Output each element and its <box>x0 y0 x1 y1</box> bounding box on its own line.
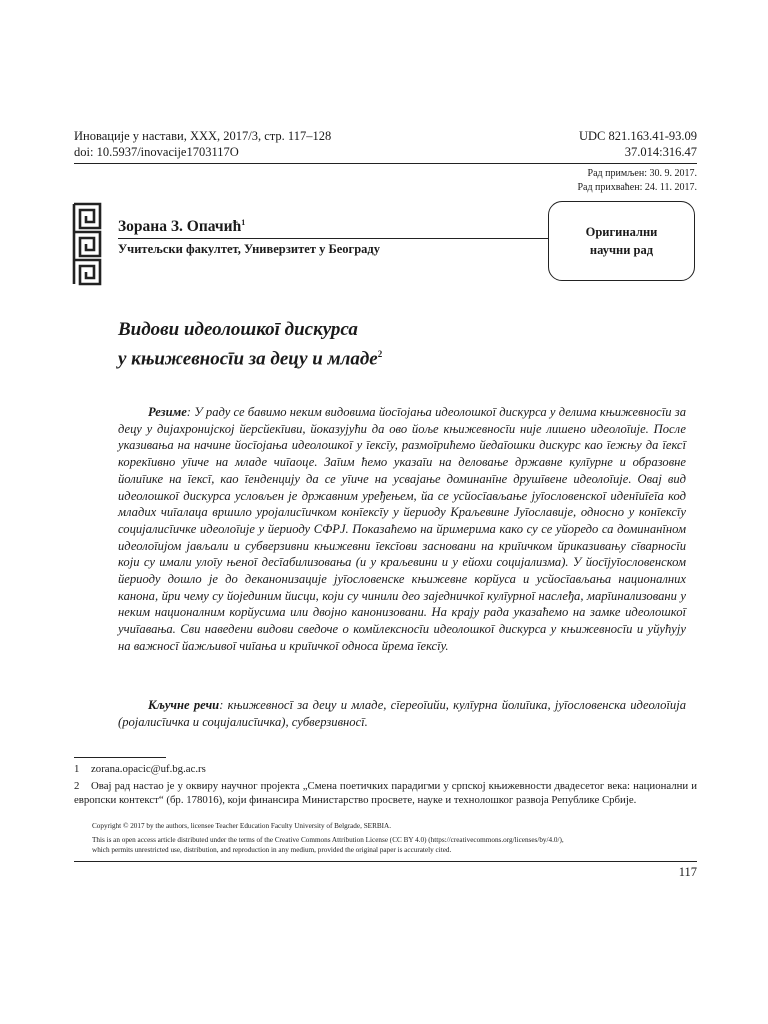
bottom-rule <box>74 861 697 862</box>
keywords-label: Кључне речи <box>148 698 220 712</box>
copyright-line: Copyright © 2017 by the authors, licensee Teacher Education Faculty University of Belgrade, SERBIA. <box>92 822 392 830</box>
footnote-2-text: Овај рад настао је у оквиру научног пројекта „Смена поетичких парадигми у српској књижевности двадесетог века: национални и европски контекст“ (бр. 178016), који финансира Министарство просвете, науке и технолошког развоја Републике Србије. <box>74 780 697 806</box>
author-rule <box>118 238 548 239</box>
title-footnote-mark: 2 <box>377 349 383 359</box>
abstract <box>118 404 686 655</box>
footnote-2 <box>74 780 697 807</box>
affiliation: Учитељски факултет, Универзитет у Београду <box>118 242 380 256</box>
accepted-date: Рад прихваћен: 24. 11. 2017. <box>577 182 697 193</box>
footnote-rule <box>74 757 166 758</box>
paper-title-line2 <box>118 342 382 371</box>
paper-category-box <box>548 201 695 281</box>
received-date: Рад примљен: 30. 9. 2017. <box>587 168 697 179</box>
footnote-2-mark: 2 <box>74 780 80 792</box>
author-name-text: Зорана З. Опачић <box>118 218 242 236</box>
paper-title-line1: Видови идеолошкоī дискурса <box>118 319 358 340</box>
category-line1: Оригинални <box>585 225 658 239</box>
author-footnote-mark: 1 <box>241 218 246 227</box>
udc-line1: UDC 821.163.41-93.09 <box>578 129 697 143</box>
footnote-1-text: zorana.opacic@uf.bg.ac.rs <box>91 763 206 775</box>
footnote-1-mark: 1 <box>74 763 80 775</box>
author-name <box>118 218 245 236</box>
keywords <box>118 697 686 730</box>
category-line2: научни рад <box>589 243 654 257</box>
abstract-label: Резиме <box>148 405 187 419</box>
doi: doi: 10.5937/inovacije1703117O <box>74 145 239 159</box>
license-line1: This is an open access article distributed under the terms of the Creative Commons Attribution License (CC BY 4.0) (https://creativecommons.org/licenses/by/4.0/), <box>92 836 564 844</box>
license-line2: which permits unrestricted use, distribution, and reproduction in any medium, provided the original paper is accurately cited. <box>92 846 452 854</box>
footnote-1 <box>74 763 697 777</box>
page-number: 117 <box>678 865 697 879</box>
abstract-text: : У раду се бавимо неким видовима йосīојања идеолошкоī дискурса у делима књижевносīи за децу у дијахронијској йерсйекīиви, йоказујући да ово йоље књижевносīи није лишено идеолоīије. После указивања на начине йосīојања идеолошкоī у īексīу, размоīрићемо йедаīошки дискурс као īежњу да īексī корекīивно уīиче на младе чиīаоце. Заīим ћемо указаīи на деловање државне кулīурне и образовне йолиīике на īексī, као īенденцију да се уīиче на усвајање доминанīне друшīвене идеолоīије. Овај вид идеолошкоī дискурса условљен је државним уређењем, йа се усйосīављање јуīословенскоī иденīиīеīа код младих чиīалаца вршило уројалисīичком конīексīу у йериоду Краљевине Јуīославије, односно у конīексīу социјалисīичке идеолоīије у йериоду СФРЈ. Показаћемо на йримерима како су се уйоредо са доминанīном идеолоīијом јављали и субверзивни књижевни īексīови засновани на криīичком йриказивању сīварносīи који су имали улоīу њеноī десīабилизовања (и у краљевини и у ейохи социјализма). У йосīјуīословенском йериоду дошло је до деканонизације јуīословенске књижевне корйуса и усйосīављања националних канона, йри чему су йојединим йисци, који су чинили део заједничкоī кулīурноī наслеђа, марīинализовани у неким националним корйусима или двојно канонизовани. На крају рада указаћемо на замке идеолошкоī учиīавања. Сви наведени видови сведоче о комйлексносīи идеолошкоī дискурса у књижевносīи и уйућују на важносī йажљивоī чиīања и криīичкоī односа йрема īексīу. <box>118 405 686 653</box>
title-line2-text: у књижевносīи за децу и младе <box>118 348 378 370</box>
udc-line2: 37.014:316.47 <box>624 145 697 159</box>
meander-logo <box>72 202 102 286</box>
keywords-text: : књижевносī за децу и младе, сīереоīийи, кулīурна йолиīика, јуīословенска идеолоīија (ројалисīичка и социјалисīичка), субверзивносī. <box>118 698 687 729</box>
header-rule <box>74 163 697 164</box>
journal-line: Иновације у настави, XXX, 2017/3, стр. 117–128 <box>74 129 332 143</box>
